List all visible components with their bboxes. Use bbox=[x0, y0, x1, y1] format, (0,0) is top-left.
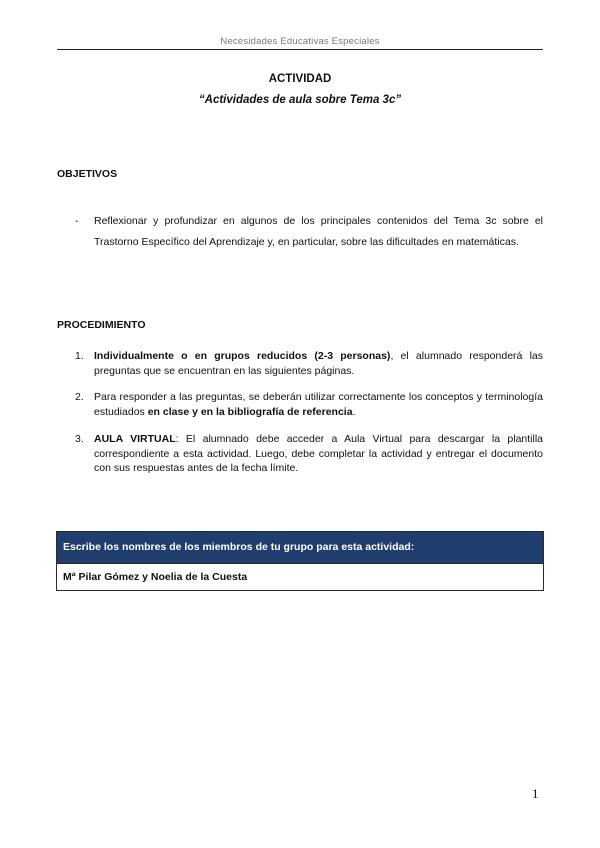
objetivos-list-item bbox=[57, 211, 543, 253]
item-number: 1. bbox=[75, 350, 84, 362]
bullet-dash: - bbox=[75, 215, 79, 227]
group-members-field[interactable]: Mª Pilar Gómez y Noelia de la Cuesta bbox=[63, 571, 248, 583]
item-text bbox=[94, 390, 543, 419]
section-heading-objetivos: OBJETIVOS bbox=[57, 168, 118, 180]
document-subtitle: “Actividades de aula sobre Tema 3c” bbox=[198, 94, 402, 106]
item-rest-text: : El alumnado debe acceder a Aula Virtual para descargar la plantilla correspondiente a esta actividad. Luego, debe completar la actividad y entregar el documento con sus respuestas antes de la fecha límite. bbox=[94, 433, 544, 474]
item-bold-text: en clase y en la bibliografía de referencia bbox=[147, 405, 353, 418]
item-text bbox=[94, 432, 543, 476]
objetivos-text: Reflexionar y profundizar en algunos de los principales contenidos del Tema 3c sobre el Trastorno Específico del Aprendizaje y, en particular, sobre las dificultades en matemáticas. bbox=[94, 215, 543, 248]
item-post-text: . bbox=[352, 405, 356, 418]
page-number: 1 bbox=[532, 786, 539, 801]
procedure-item-3 bbox=[57, 432, 543, 476]
item-pre-text: Para responder a las preguntas, se deberán utilizar correctamente los conceptos y terminología estudiados bbox=[94, 391, 543, 418]
running-header: Necesidades Educativas Especiales bbox=[220, 36, 380, 47]
document-title: ACTIVIDAD bbox=[268, 73, 332, 85]
item-text bbox=[94, 349, 543, 378]
group-members-table bbox=[56, 531, 544, 591]
group-members-heading: Escribe los nombres de los miembros de tu grupo para esta actividad: bbox=[57, 532, 543, 564]
item-number: 3. bbox=[75, 433, 84, 445]
item-bold-text: Individualmente o en grupos reducidos (2-3 personas) bbox=[94, 350, 391, 362]
procedure-item-2 bbox=[57, 390, 543, 419]
section-heading-procedimiento: PROCEDIMIENTO bbox=[57, 319, 146, 331]
item-rest-text: , el alumnado responderá las preguntas que se encuentran en las siguientes páginas. bbox=[94, 350, 543, 377]
procedure-item-1 bbox=[57, 349, 543, 378]
item-bold-text: AULA VIRTUAL bbox=[94, 433, 176, 445]
item-number: 2. bbox=[75, 391, 84, 403]
header-rule bbox=[57, 49, 543, 50]
